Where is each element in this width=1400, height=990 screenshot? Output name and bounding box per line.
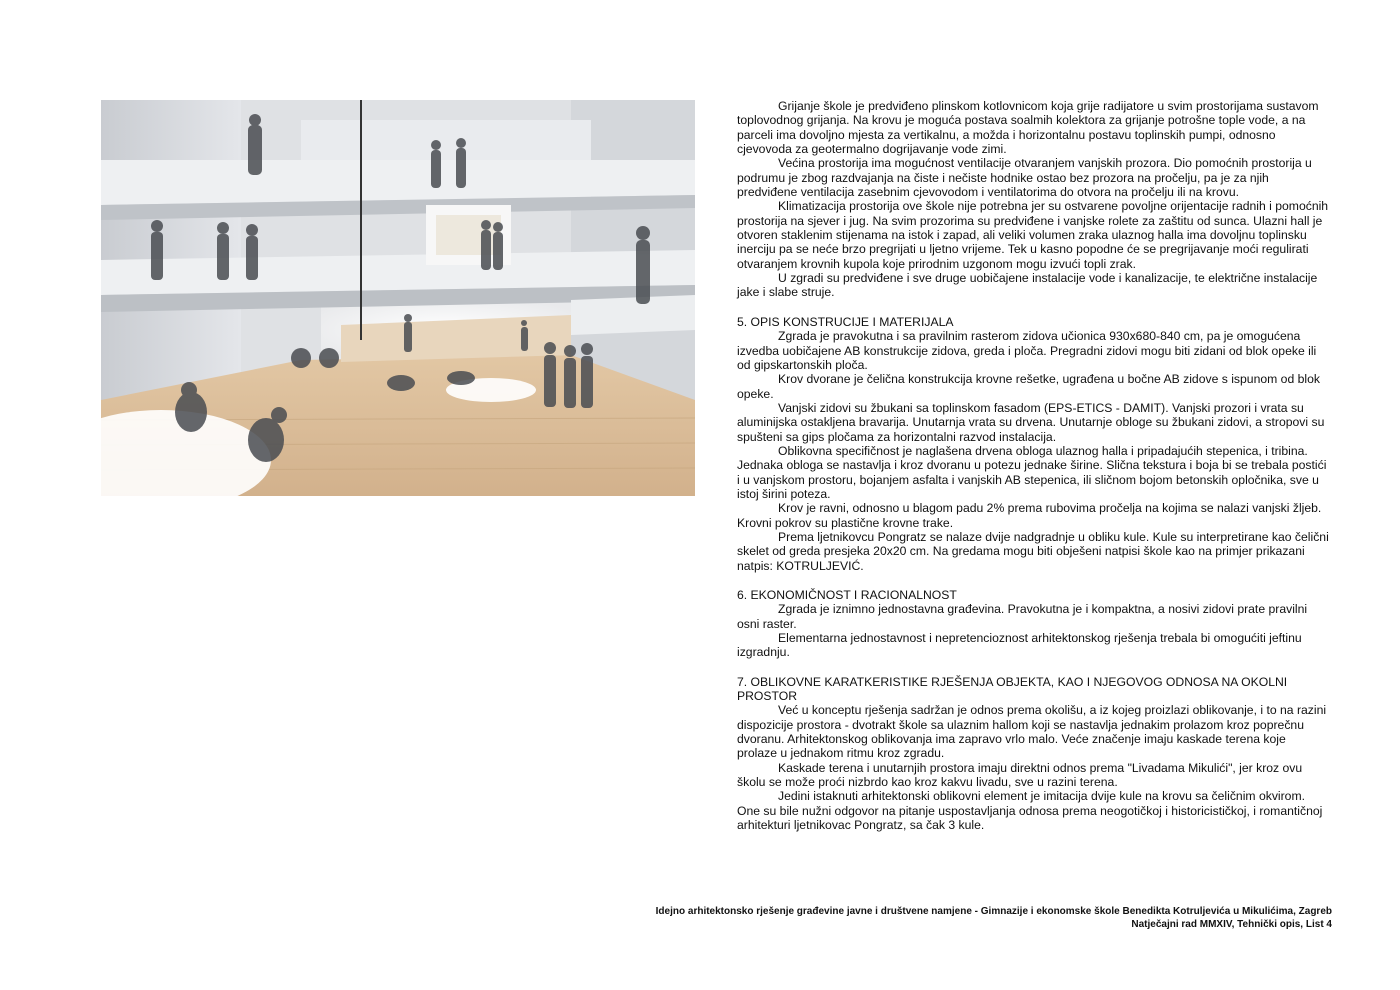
paragraph-construction-3: Vanjski zidovi su žbukani sa toplinskom fasadom (EPS-ETICS - DAMIT). Vanjski prozori i vrata su aluminijska ostakljena bravarija. Unutarnja vrata su drvena. Unutarnje obloge su žbukani zidovi, a stropovi su spušteni sa gips pločama za horizontalni razvod instalacija. [737, 400, 1325, 444]
section-heading-design: 7. OBLIKOVNE KARATKERISTIKE RJEŠENJA OBJEKTA, KAO I NJEGOVOG ODNOSA NA OKOLNI PROSTOR [737, 674, 1288, 704]
paragraph-construction-4: Oblikovna specifičnost je naglašena drvena obloga ulaznog halla i pripadajućih stepenica, i tribina. Jednaka obloga se nastavlja i kroz dvoranu u potezu jednake širine. Slična tekstura i boja bi se trebala postići i u vanjskom prostoru, bojanjem asfalta i vanjskih AB stepenica, ili sličnom bojom betonskih opločnika, sve u istoj širini poteza. [737, 443, 1327, 501]
section-heading-construction: 5. OPIS KONSTRUCIJE I MATERIJALA [737, 314, 954, 329]
paragraph-economy-1: Zgrada je iznimno jednostavna građevina. Pravokutna je i kompaktna, a nosivi zidovi prate pravilni osni raster. [737, 602, 1308, 631]
paragraph-construction-5: Krov je ravni, odnosno u blagom padu 2% prema rubovima pročelja na kojima se nalazi vanjski žljeb. Krovni pokrov su plastične krovne trake. [737, 501, 1322, 530]
paragraph-air-conditioning: Klimatizacija prostorija ove škole nije potrebna jer su ostvarene povoljne orijentacije radnih i pomoćnih prostorija na sjever i jug. Na svim prozorima su predviđene i vanjske rolete za zaštitu od sunca. Ulazni hall je otvoren staklenim stijenama na istok i zapad, ali veliki volumen zraka ulaznog halla ima dovoljnu toplinsku inerciju pa se neće brzo pregrijati u ljetno vrijeme. Tek u kasno popodne će se pregrijavanje moći regulirati otvaranjem krovnih kupola koje prirodnim uzgonom mogu izvući topli zrak. [737, 199, 1329, 271]
paragraph-design-2: Kaskade terena i unutarnjih prostora imaju direktni odnos prema "Livadama Mikulići", jer kroz ovu školu se može proći nizbrdo kao kroz kakvu livadu, sve u razini terena. [737, 760, 1303, 790]
technical-description [737, 99, 1329, 833]
paragraph-design-3: Jedini istaknuti arhitektonski oblikovni element je imitacija dvije kule na krovu sa čeličnim okvirom. One su bile nužni odgovor na pitanje uspostavljanja odnosa prema neogotičkoj i historicističkoj, i romantičnoj arhitekturi ljetnikovac Pongratz, sa čak 3 kule. [737, 789, 1323, 833]
section-heading-economy: 6. EKONOMIČNOST I RACIONALNOST [737, 588, 957, 602]
page-footer [656, 905, 1332, 931]
paragraph-heating: Grijanje škole je predviđeno plinskom kotlovnicom koja grije radijatore u svim prostorijama sustavom toplovodnog grijanja. Na krovu je moguća postava soalmih kolektora za grijanje potrošne tople vode, a na parceli ima dovoljno mjesta za vertikalnu, a možda i horizontalnu postavu toplinskih pumpi, odnosno cjevovoda za geotermalno dogrijavanje vode zimi. [737, 99, 1319, 157]
paragraph-construction-2: Krov dvorane je čelična konstrukcija krovne rešetke, ugrađena u bočne AB zidove s ispunom od blok opeke. [737, 372, 1320, 401]
paragraph-economy-2: Elementarna jednostavnost i nepretencioznost arhitektonskog rješenja trebala bi omogućiti jeftinu izgradnju. [737, 631, 1302, 660]
footer-project-title: Idejno arhitektonsko rješenje građevine javne i društvene namjene - Gimnazije i ekonomske škole Benedikta Kotruljevića u Mikulićima, Zagreb [655, 906, 1332, 917]
atrium-rendering-icon [101, 100, 695, 496]
interior-rendering [101, 100, 695, 496]
paragraph-installations: U zgradi su predviđene i sve druge uobičajene instalacije vode i kanalizacije, te električne instalacije jake i slabe struje. [737, 271, 1318, 300]
paragraph-construction-1: Zgrada je pravokutna i sa pravilnim rasterom zidova učionica 930x680-840 cm, pa je omogućena izvedba uobičajene AB konstrukcije zidova, greda i ploča. Pregradni zidovi mogu biti zidani od blok opeke ili od gipskartonskih ploča. [737, 329, 1317, 372]
paragraph-ventilation: Većina prostorija ima mogućnost ventilacije otvaranjem vanjskih prozora. Dio pomoćnih prostorija u podrumu je zbog razdvajanja na čiste i nečiste hodnike ostao bez prozora na pročelju, pa je za njih predviđene ventilacija zasebnim cjevovodom i ventilatorima do otvora na pročelju ili na krovu. [737, 156, 1312, 200]
footer-sheet-info: Natječajni rad MMXIV, Tehnički opis, List 4 [1131, 919, 1332, 930]
paragraph-design-1: Već u konceptu rješenja sadržan je odnos prema okolišu, a iz kojeg proizlazi oblikovanje, i to na razini dispozicije prostora - dvotrakt škole sa ulaznim hallom koji se nastavlja jednakim prolazom kroz poprečnu dvoranu. Arhitektonskog oblikovanja ima zapravo vrlo malo. Veće značenje imaju kaskade terena koje prolaze u jednakom ritmu kroz zgradu. [737, 703, 1327, 761]
paragraph-construction-6: Prema ljetnikovcu Pongratz se nalaze dvije nadgradnje u obliku kule. Kule su interpretirane kao čelični skelet od greda presjeka 20x20 cm. Na gredama mogu biti obješeni natpisi škole kao na primjer prikazani natpis: KOTRULJEVIĆ. [737, 529, 1329, 573]
